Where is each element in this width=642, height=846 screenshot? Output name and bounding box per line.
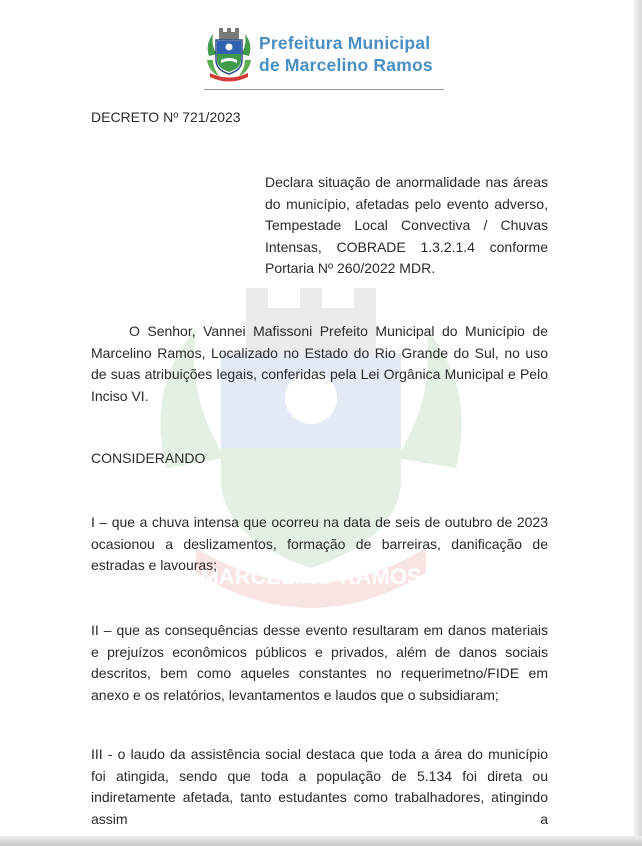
whereas-item-3: III - o laudo da assistência social destaca que toda a área do município foi atingida, sendo que toda a população de 5.134 foi direta ou indiretamente afetada, tanto estudantes como trabalhadores, atingindo assim a (91, 746, 548, 827)
municipality-name-line2: de Marcelino Ramos (259, 55, 433, 75)
whereas-item-2: II – que as consequências desse evento resultaram em danos materiais e prejuízos econômicos públicos e privados, além de danos sociais descritos, bem como aqueles constantes no requerimetno/FIDE em anexo e os relatórios, levantamentos e laudos que o subsidiaram; (91, 622, 548, 703)
decree-summary: Declara situação de anormalidade nas áreas do município, afetadas pelo evento adverso, Tempestade Local Convectiva / Chuvas Intensas, COBRADE 1.3.2.1.4 conforme Portaria Nº 260/2022 MDR. (265, 174, 548, 276)
decree-number: DECRETO Nº 721/2023 (91, 109, 241, 125)
watermark-ribbon-text: MARCELINO RAMOS (200, 564, 422, 589)
municipal-coat-of-arms-icon (203, 26, 255, 82)
preamble-paragraph: O Senhor, Vannei Mafissoni Prefeito Municipal do Município de Marcelino Ramos, Localizado no Estado do Rio Grande do Sul, no uso de suas atribuições legais, conferidas pela Lei Orgânica Municipal e Pelo Inciso VI. (91, 323, 548, 404)
page-bottom-edge (0, 836, 642, 846)
header-divider (204, 89, 444, 90)
letterhead (200, 26, 446, 96)
considerando-heading: CONSIDERANDO (91, 450, 206, 466)
whereas-item-1: I – que a chuva intensa que ocorreu na data de seis de outubro de 2023 ocasionou a deslizamentos, formação de barreiras, danificação de estradas e lavouras; (91, 514, 548, 573)
page-edge-shadow (634, 0, 642, 846)
municipality-name-line1: Prefeitura Municipal (259, 33, 431, 53)
